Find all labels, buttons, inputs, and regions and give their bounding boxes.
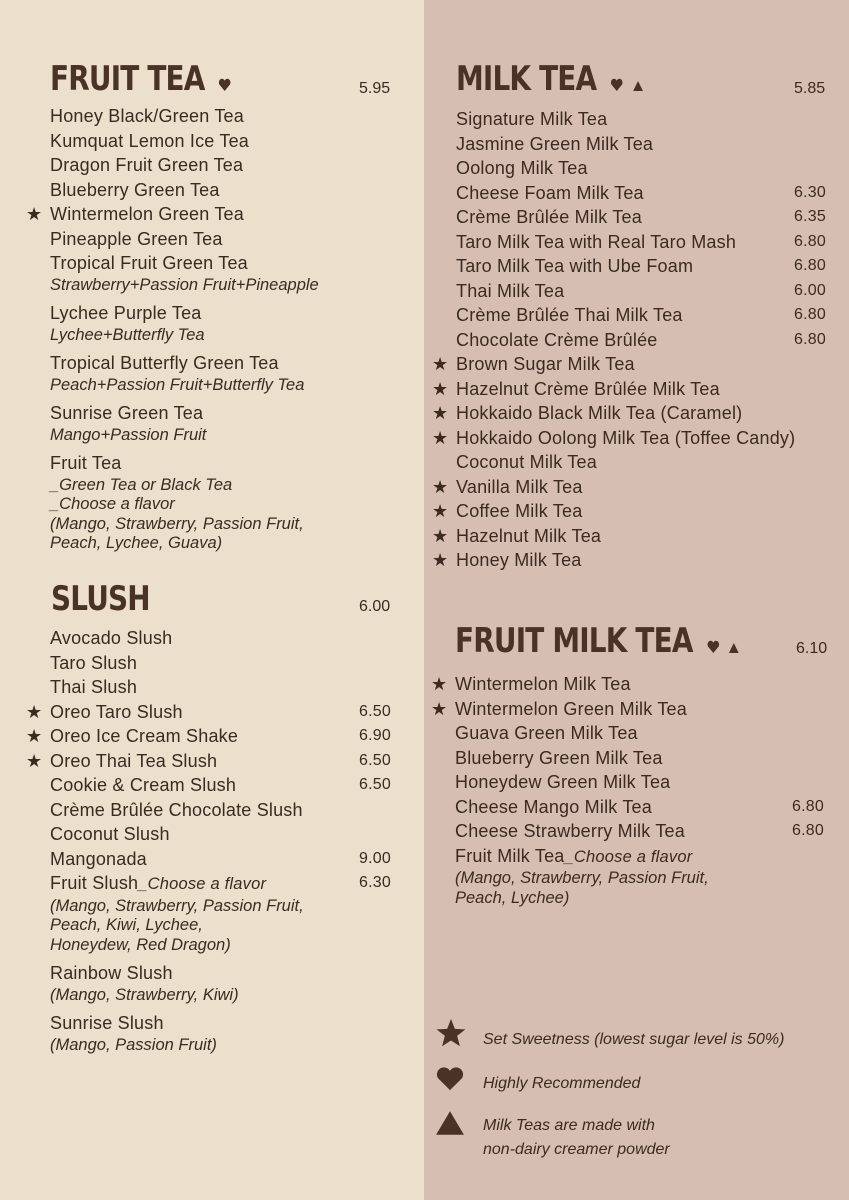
menu-item xyxy=(455,721,709,746)
menu-item xyxy=(432,475,795,500)
menu-item xyxy=(50,129,319,154)
item-name: Pineapple Green Tea xyxy=(50,228,223,249)
menu-item xyxy=(455,819,824,844)
item-price: 6.80 xyxy=(794,306,826,323)
menu-item xyxy=(456,254,826,279)
section-price: 6.00 xyxy=(359,598,391,615)
star-icon: ★ xyxy=(432,476,449,497)
menu-item xyxy=(50,961,304,986)
section-price: 6.10 xyxy=(796,640,828,657)
menu-item xyxy=(455,844,709,870)
slush-list xyxy=(26,626,391,1061)
section-price: 5.85 xyxy=(794,80,826,97)
item-name: Fruit Tea xyxy=(50,453,122,473)
item-price: 9.00 xyxy=(359,849,391,867)
section-title xyxy=(50,59,231,99)
menu-item xyxy=(455,770,709,795)
item-description: Peach, Lychee) xyxy=(455,888,570,907)
menu-item xyxy=(50,153,319,178)
item-name: Hokkaido Oolong Milk Tea (Toffee Candy) xyxy=(456,427,796,448)
legend-line: Milk Teas are made with xyxy=(483,1117,655,1134)
menu-item xyxy=(432,377,795,402)
spacer xyxy=(455,908,709,914)
menu-item xyxy=(50,401,319,426)
menu-item xyxy=(431,697,709,722)
menu-item xyxy=(456,279,826,304)
star-icon: ★ xyxy=(432,525,449,546)
section-title xyxy=(456,59,644,99)
item-name: Dragon Fruit Green Tea xyxy=(50,155,244,175)
menu-item xyxy=(431,672,709,697)
section-price: 5.95 xyxy=(359,80,391,97)
item-name: Avocado Slush xyxy=(50,628,173,648)
item-name: Tropical Butterfly Green Tea xyxy=(50,353,279,373)
item-name: Taro Milk Tea with Ube Foam xyxy=(456,256,694,276)
triangle-icon xyxy=(728,626,739,660)
item-name: Taro Milk Tea with Real Taro Mash xyxy=(456,231,737,252)
item-name: Fruit Slush xyxy=(50,873,139,893)
triangle-icon xyxy=(632,64,643,98)
item-price: 6.35 xyxy=(794,208,826,225)
item-name: Oreo Thai Tea Slush xyxy=(50,750,218,771)
menu-item xyxy=(50,871,391,897)
menu-item xyxy=(456,107,795,132)
title-text: FRUIT MILK TEA xyxy=(455,621,693,661)
menu-item xyxy=(455,795,824,820)
item-name: Honey Milk Tea xyxy=(456,550,582,570)
item-price: 6.50 xyxy=(359,776,391,793)
item-name: Crème Brûlée Milk Tea xyxy=(456,207,642,227)
item-name: Thai Milk Tea xyxy=(456,280,565,301)
menu-item xyxy=(432,401,795,426)
item-name: Vanilla Milk Tea xyxy=(456,476,583,497)
menu-item xyxy=(456,328,826,353)
fruit-tea-list xyxy=(26,104,319,560)
item-price: 6.80 xyxy=(794,257,826,274)
item-option: _Choose a flavor xyxy=(564,847,693,866)
legend-text xyxy=(483,1114,670,1162)
item-price: 6.80 xyxy=(792,822,824,839)
star-icon: ★ xyxy=(431,698,448,719)
menu-item xyxy=(50,773,391,798)
item-description: (Mango, Strawberry, Passion Fruit, xyxy=(50,514,304,533)
star-icon xyxy=(435,1017,467,1054)
item-name: Wintermelon Green Tea xyxy=(50,204,244,224)
item-name: Brown Sugar Milk Tea xyxy=(456,354,635,374)
menu-item xyxy=(432,524,795,549)
menu-item xyxy=(456,230,826,255)
item-name: Jasmine Green Milk Tea xyxy=(456,133,654,154)
item-name: Blueberry Green Milk Tea xyxy=(455,747,663,768)
item-name: Sunrise Green Tea xyxy=(50,403,204,423)
fruit-milk-tea-list xyxy=(431,672,824,914)
item-name: Honey Black/Green Tea xyxy=(50,106,244,126)
menu-item xyxy=(26,202,319,227)
item-name: Coconut Slush xyxy=(50,824,170,844)
menu-item xyxy=(26,700,391,725)
item-name: Rainbow Slush xyxy=(50,963,173,983)
item-description: Strawberry+Passion Fruit+Pineapple xyxy=(50,275,319,294)
item-description: Honeydew, Red Dragon) xyxy=(50,935,231,954)
menu-item xyxy=(50,104,319,129)
menu-item xyxy=(432,499,795,524)
legend-line: non-dairy creamer powder xyxy=(483,1141,670,1158)
item-name: Cheese Strawberry Milk Tea xyxy=(455,821,685,841)
menu-item xyxy=(50,351,319,376)
menu-item xyxy=(50,675,304,700)
item-description: (Mango, Strawberry, Passion Fruit, xyxy=(455,869,709,887)
menu-item xyxy=(455,746,709,771)
star-icon: ★ xyxy=(432,501,449,521)
star-icon: ★ xyxy=(26,204,43,224)
menu-item xyxy=(456,450,795,475)
item-description: (Mango, Strawberry, Passion Fruit, xyxy=(50,896,304,915)
item-name: Cookie & Cream Slush xyxy=(50,775,237,795)
title-text: FRUIT TEA xyxy=(50,59,205,99)
item-description: Mango+Passion Fruit xyxy=(50,425,207,444)
item-description: Peach+Passion Fruit+Butterfly Tea xyxy=(50,375,305,394)
menu-item xyxy=(50,178,319,203)
item-name: Mangonada xyxy=(50,848,147,869)
menu-item xyxy=(456,303,826,328)
item-name: Crème Brûlée Chocolate Slush xyxy=(50,799,303,820)
item-name: Signature Milk Tea xyxy=(456,109,608,129)
item-description: _Choose a flavor xyxy=(50,495,175,513)
item-name: Wintermelon Milk Tea xyxy=(455,674,631,694)
menu-item xyxy=(50,798,304,823)
milk-tea-list xyxy=(432,107,826,573)
menu-item xyxy=(456,156,795,181)
menu-item xyxy=(456,205,826,230)
item-name: Kumquat Lemon Ice Tea xyxy=(50,130,249,151)
star-icon: ★ xyxy=(432,427,449,448)
item-name: Taro Slush xyxy=(50,652,138,673)
item-price: 6.80 xyxy=(794,232,826,250)
menu-item xyxy=(26,749,391,774)
item-price: 6.90 xyxy=(359,727,391,744)
item-price: 6.50 xyxy=(359,751,391,769)
item-name: Sunrise Slush xyxy=(50,1013,164,1033)
menu-item xyxy=(50,227,319,252)
item-price: 6.30 xyxy=(794,183,826,201)
item-name: Crème Brûlée Thai Milk Tea xyxy=(456,305,683,325)
heart-icon xyxy=(435,1066,465,1097)
item-name: Cheese Foam Milk Tea xyxy=(456,182,644,203)
menu-item xyxy=(50,301,319,326)
star-icon: ★ xyxy=(432,550,449,570)
star-icon: ★ xyxy=(26,701,43,722)
menu-item xyxy=(432,548,795,573)
star-icon: ★ xyxy=(432,403,449,423)
item-name: Thai Slush xyxy=(50,677,138,697)
item-name: Fruit Milk Tea xyxy=(455,845,565,866)
item-description: Lychee+Butterfly Tea xyxy=(50,325,205,344)
item-description: (Mango, Strawberry, Kiwi) xyxy=(50,985,239,1004)
spacer xyxy=(50,1055,304,1061)
star-icon: ★ xyxy=(26,750,43,771)
item-name: Hokkaido Black Milk Tea (Caramel) xyxy=(456,403,743,423)
star-icon: ★ xyxy=(26,726,43,746)
item-description: (Mango, Passion Fruit) xyxy=(50,1035,217,1054)
triangle-icon xyxy=(435,1110,465,1141)
item-name: Wintermelon Green Milk Tea xyxy=(455,698,687,719)
menu-item xyxy=(50,1011,304,1036)
item-name: Cheese Mango Milk Tea xyxy=(455,796,652,817)
menu-item xyxy=(50,651,304,676)
menu-item xyxy=(456,132,795,157)
menu-item xyxy=(456,181,826,206)
item-price: 6.80 xyxy=(794,330,826,348)
heart-icon xyxy=(218,64,231,98)
legend-text: Highly Recommended xyxy=(483,1075,641,1092)
item-description: Peach, Lychee, Guava) xyxy=(50,534,223,552)
item-name: Hazelnut Milk Tea xyxy=(456,525,602,546)
menu-item xyxy=(432,426,796,451)
section-title xyxy=(455,621,740,661)
menu-item xyxy=(432,352,795,377)
legend-text: Set Sweetness (lowest sugar level is 50%) xyxy=(483,1031,785,1048)
menu-item xyxy=(50,847,391,872)
menu-item xyxy=(50,251,319,276)
item-name: Chocolate Crème Brûlée xyxy=(456,329,658,350)
item-name: Oreo Ice Cream Shake xyxy=(50,726,239,746)
star-icon: ★ xyxy=(432,354,449,374)
section-title: SLUSH xyxy=(51,579,150,619)
title-text: MILK TEA xyxy=(456,59,597,99)
item-price: 6.50 xyxy=(359,702,391,720)
menu-item xyxy=(50,626,304,651)
item-description: Peach, Kiwi, Lychee, xyxy=(50,916,203,934)
heart-icon xyxy=(706,626,719,660)
heart-icon xyxy=(610,64,623,98)
item-name: Oreo Taro Slush xyxy=(50,701,183,722)
item-name: Honeydew Green Milk Tea xyxy=(455,772,671,792)
item-price: 6.80 xyxy=(792,797,824,815)
spacer xyxy=(50,554,319,560)
star-icon: ★ xyxy=(432,378,449,399)
item-name: Hazelnut Crème Brûlée Milk Tea xyxy=(456,378,720,399)
menu-item xyxy=(26,724,391,749)
item-price: 6.30 xyxy=(359,874,391,891)
item-price: 6.00 xyxy=(794,281,826,299)
item-option: _Choose a flavor xyxy=(138,875,267,893)
item-name: Oolong Milk Tea xyxy=(456,158,588,178)
star-icon: ★ xyxy=(431,674,448,694)
item-name: Coconut Milk Tea xyxy=(456,452,597,472)
item-name: Blueberry Green Tea xyxy=(50,179,220,200)
item-name: Coffee Milk Tea xyxy=(456,501,583,521)
menu-item xyxy=(50,822,304,847)
item-name: Tropical Fruit Green Tea xyxy=(50,253,248,273)
item-name: Lychee Purple Tea xyxy=(50,303,202,323)
item-name: Guava Green Milk Tea xyxy=(455,723,638,743)
item-description: _Green Tea or Black Tea xyxy=(50,475,233,494)
menu-item xyxy=(50,451,319,476)
